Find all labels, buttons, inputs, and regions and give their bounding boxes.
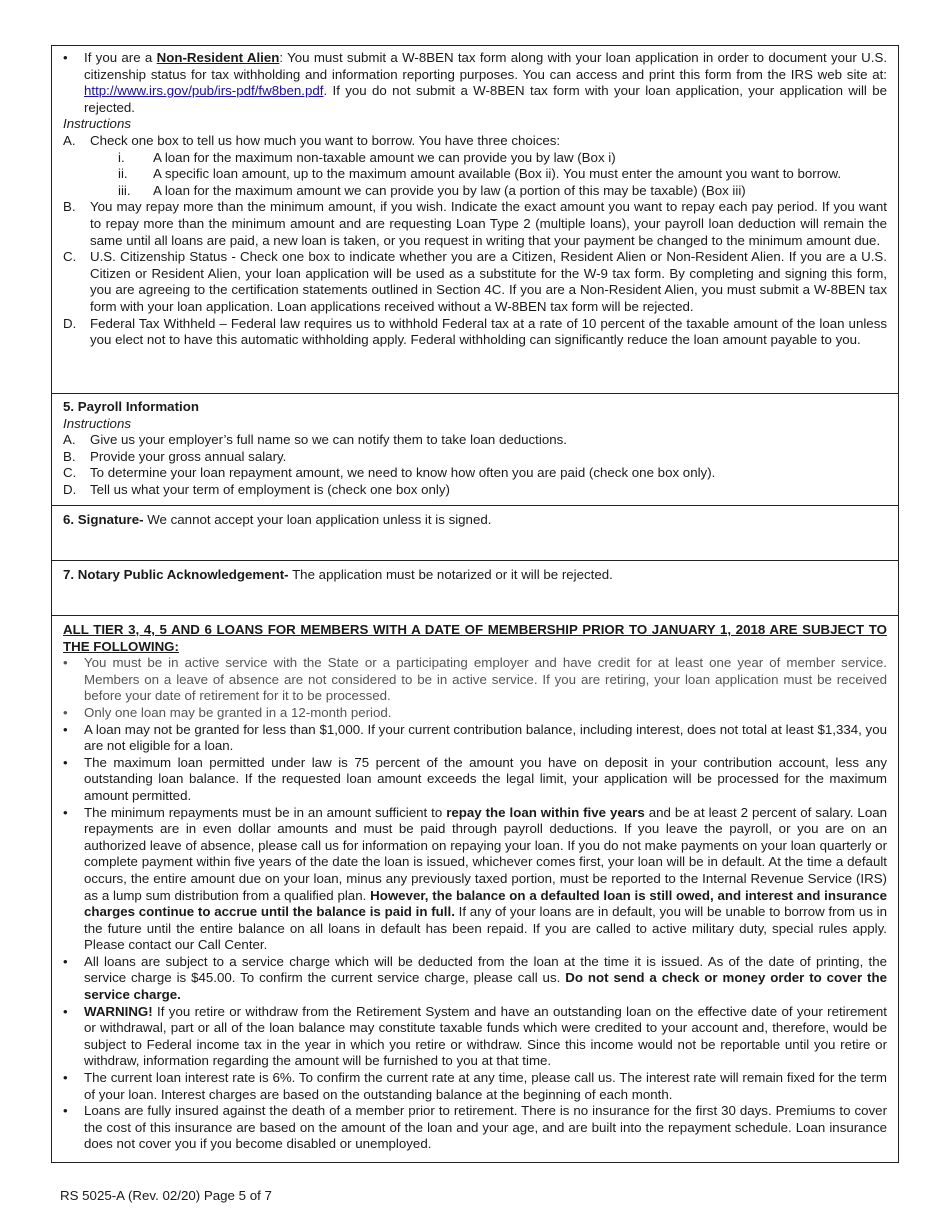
instruction-d: D. Federal Tax Withheld – Federal law requires us to withhold Federal tax at a rate of 10 percent of the taxable amount of the loan unless you elect not to have this automatic withholding apply. Federal withholding can significantly reduce the loan amount payable to you. <box>63 315 887 348</box>
instruction-a: A. Check one box to tell us how much you want to borrow. You have three choices: <box>63 132 561 148</box>
list-item: • The minimum repayments must be in an amount sufficient to repay the loan within five years and be at least 2 percent of salary. Loan repayments are in even dollar amounts and must be paid through payroll deductions. If you leave the payroll, or you are on an authorized leave of absence, please call us for information on repaying your loan. If you do not make payments on your loan quarterly or complete payment within five years of the date the loan is issued, whichever comes first, your loan will be in default. At the time a default occurs, the entire amount due on your loan, minus any previously taxed portion, must be reported to the Internal Revenue Service (IRS) as a lump sum distribution from a qualified plan. However, the balance on a defaulted loan is still owed, and interest and insurance charges continue to accrue until the balance is paid in full. If any of your loans are in default, you will be unable to borrow from us in the future until the entire balance on all loans in default has been repaid. If you are called to active military duty, special rules apply. Please contact our Call Center. <box>63 805 887 954</box>
notary-title: 7. Notary Public Acknowledgement- <box>63 567 289 582</box>
payroll-instruction-a: A. Give us your employer’s full name so we can notify them to take loan deductions. <box>63 432 567 448</box>
irs-w8ben-link[interactable]: http://www.irs.gov/pub/irs-pdf/fw8ben.pdf <box>84 83 324 99</box>
section-signature <box>52 506 898 561</box>
section-payroll-information <box>52 394 898 506</box>
non-resident-alien-note: • If you are a Non-Resident Alien: You must submit a W-8BEN tax form along with your loan application in order to document your U.S. citizenship status for tax withholding and information reporting purposes. You can access and print this form from the IRS web site at: http://www.irs.gov/pub/irs-pdf/fw8ben.pdf. If you do not submit a W-8BEN tax form with your loan application, your application will be rejected. <box>63 50 887 116</box>
choice-ii: ii. A specific loan amount, up to the maximum amount available (Box ii). You must enter the amount you want to borrow. <box>118 166 842 182</box>
instruction-b: B. You may repay more than the minimum amount, if you wish. Indicate the exact amount you want to repay each pay period. If you want to repay more than the minimum amount and are requesting Loan Type 2 (multiple loans), your payroll loan deduction will remain the same until all loans are paid, a new loan is taken, or you request in writing that your payment be changed to the minimum amount due. <box>63 199 887 248</box>
payroll-title: 5. Payroll Information <box>63 399 199 414</box>
list-item: • Only one loan may be granted in a 12-month period. <box>63 705 887 722</box>
non-resident-alien-term: Non-Resident Alien <box>156 50 280 65</box>
instructions-label: Instructions <box>63 415 131 431</box>
choice-i: i. A loan for the maximum non-taxable amount we can provide you by law (Box i) <box>118 149 616 165</box>
section-loan-terms <box>52 616 898 1158</box>
payroll-instruction-c: C. To determine your loan repayment amount, we need to know how often you are paid (check one box only). <box>63 465 716 481</box>
list-item: • All loans are subject to a service charge which will be deducted from the loan at the time it is issued. As of the date of printing, the service charge is $45.00. To confirm the current service charge, please call us. Do not send a check or money order to cover the service charge. <box>63 954 887 1004</box>
signature-title: 6. Signature- <box>63 512 144 527</box>
choice-iii: iii. A loan for the maximum amount we can provide you by law (a portion of this may be taxable) (Box iii) <box>118 182 746 198</box>
list-item: • WARNING! If you retire or withdraw from the Retirement System and have an outstanding loan on the effective date of your retirement or withdrawal, part or all of the loan balance may constitute taxable funds which were credited to your account and, therefore, would be subject to Federal income tax in the year in which you retire or withdraw. Since this income would not be reportable until you retire or withdraw, information regarding the amount will be furnished to you at that time. <box>63 1004 887 1070</box>
list-item: • The maximum loan permitted under law is 75 percent of the amount you have on deposit in your contribution account, less any outstanding loan balance. If the requested loan amount exceeds the legal limit, your application will be processed for the maximum amount permitted. <box>63 755 887 805</box>
list-item: • You must be in active service with the State or a participating employer and have credit for at least one year of member service. Members on a leave of absence are not considered to be in active service. If you are retiring, your loan application must be received before your date of retirement for it to be processed. <box>63 655 887 705</box>
list-item: • The current loan interest rate is 6%. To confirm the current rate at any time, please call us. The interest rate will remain fixed for the term of your loan. Interest charges are based on the outstanding balance at the beginning of each month. <box>63 1070 887 1103</box>
list-item: • Loans are fully insured against the death of a member prior to retirement. There is no insurance for the first 30 days. Premiums to cover the cost of this insurance are based on the amount of the loan and your age, and are built into the repayment schedule. Loan insurance does not cover you if you become disabled or unemployed. <box>63 1103 887 1153</box>
payroll-instruction-b: B. Provide your gross annual salary. <box>63 448 287 464</box>
loan-terms-heading: ALL TIER 3, 4, 5 AND 6 LOANS FOR MEMBERS WITH A DATE OF MEMBERSHIP PRIOR TO JANUARY 1, 2018 ARE SUBJECT TO THE FOLLOWING: <box>63 622 887 654</box>
instruction-c: C. U.S. Citizenship Status - Check one box to indicate whether you are a Citizen, Resident Alien or Non-Resident Alien. If you are a U.S. Citizen or Resident Alien, your loan application will be used as a substitute for the W-9 tax form. By completing and signing this form, you are agreeing to the certification statements outlined in Section 4C. If you are a Non-Resident Alien, you must submit a W-8BEN tax form with your loan application. Loan applications received without a W-8BEN tax form will be rejected. <box>63 249 887 314</box>
list-item: • A loan may not be granted for less than $1,000. If your current contribution balance, including interest, does not total at least $1,334, you are not eligible for a loan. <box>63 722 887 755</box>
section-citizenship-instructions <box>52 46 898 394</box>
payroll-instruction-d: D. Tell us what your term of employment is (check one box only) <box>63 481 450 497</box>
signature-text: We cannot accept your loan application unless it is signed. <box>143 512 492 527</box>
instructions-label: Instructions <box>63 116 131 132</box>
section-notary <box>52 561 898 616</box>
form-page <box>51 45 899 1163</box>
notary-text: The application must be notarized or it will be rejected. <box>288 567 613 582</box>
page-footer: RS 5025-A (Rev. 02/20) Page 5 of 7 <box>60 1188 272 1203</box>
